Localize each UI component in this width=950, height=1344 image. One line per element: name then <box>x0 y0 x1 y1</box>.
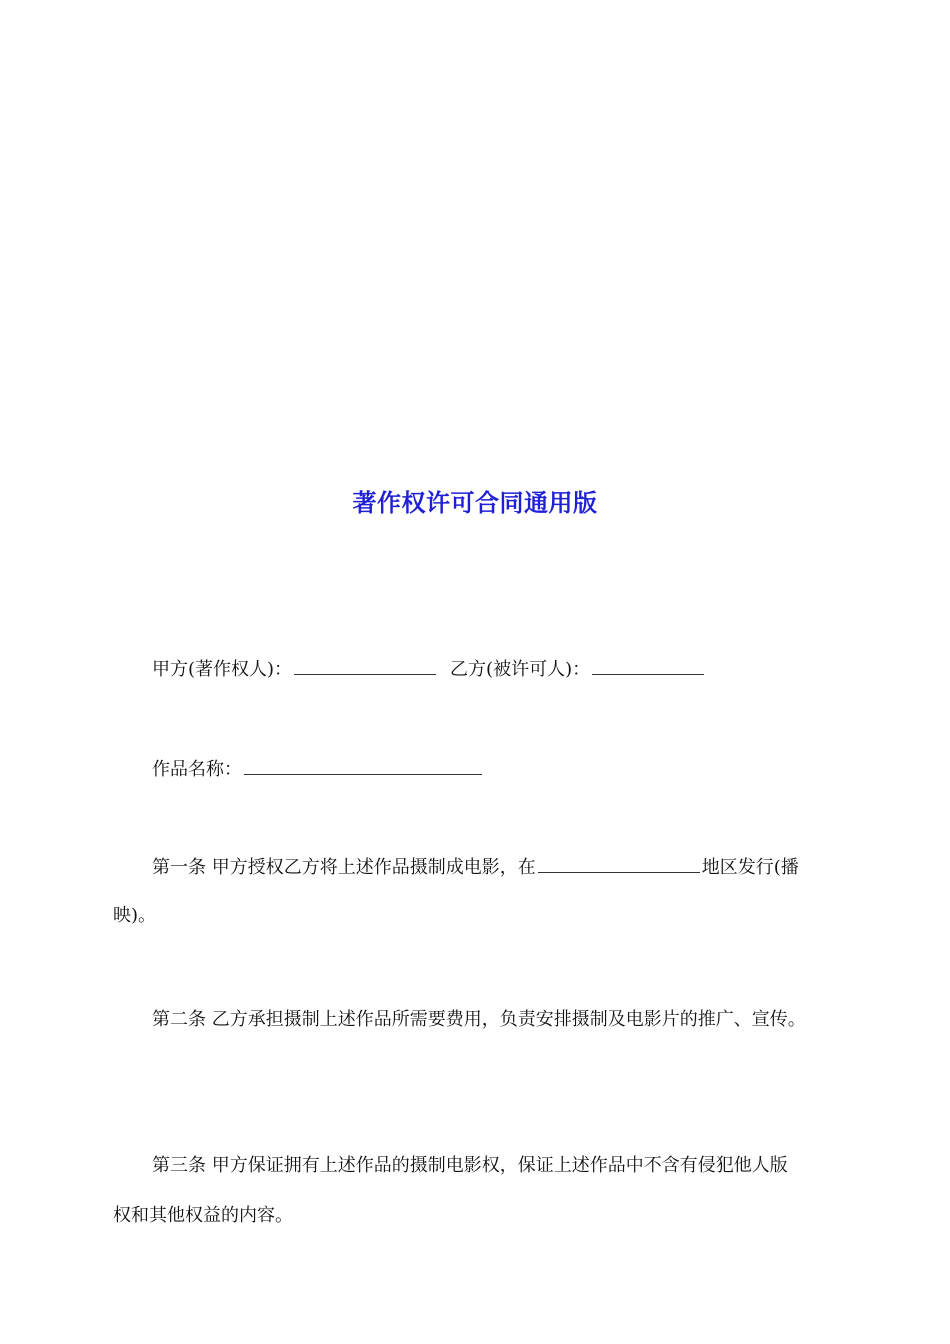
region-blank[interactable] <box>538 858 700 873</box>
article-2-line <box>113 996 887 1044</box>
article-1-prefix: 第一条 甲方授权乙方将上述作品摄制成电影，在 <box>152 857 536 878</box>
article-1-line-1 <box>113 844 887 892</box>
article-1-continuation: 映)。 <box>113 905 157 926</box>
document-title: 著作权许可合同通用版 <box>352 489 598 517</box>
work-name-blank[interactable] <box>244 760 482 775</box>
article-1-suffix: 地区发行(播 <box>701 857 799 878</box>
article-3-line-2-text: 权和其他权益的内容。 <box>113 1205 293 1226</box>
work-name-label: 作品名称： <box>152 759 242 780</box>
parties-line <box>113 646 887 694</box>
article-1-line-2 <box>113 892 848 940</box>
party-a-label: 甲方(著作权人)： <box>152 659 293 680</box>
article-2-text: 第二条 乙方承担摄制上述作品所需要费用，负责安排摄制及电影片的推广、宣传。 <box>152 1009 806 1030</box>
article-3-line-1-text: 第三条 甲方保证拥有上述作品的摄制电影权，保证上述作品中不含有侵犯他人版 <box>152 1155 788 1176</box>
work-name-line <box>113 746 887 794</box>
party-a-blank[interactable] <box>294 660 436 675</box>
article-3-line-1 <box>113 1142 887 1190</box>
article-3-line-2 <box>113 1192 848 1240</box>
party-b-blank[interactable] <box>592 660 704 675</box>
party-b-label: 乙方(被许可人)： <box>450 659 591 680</box>
